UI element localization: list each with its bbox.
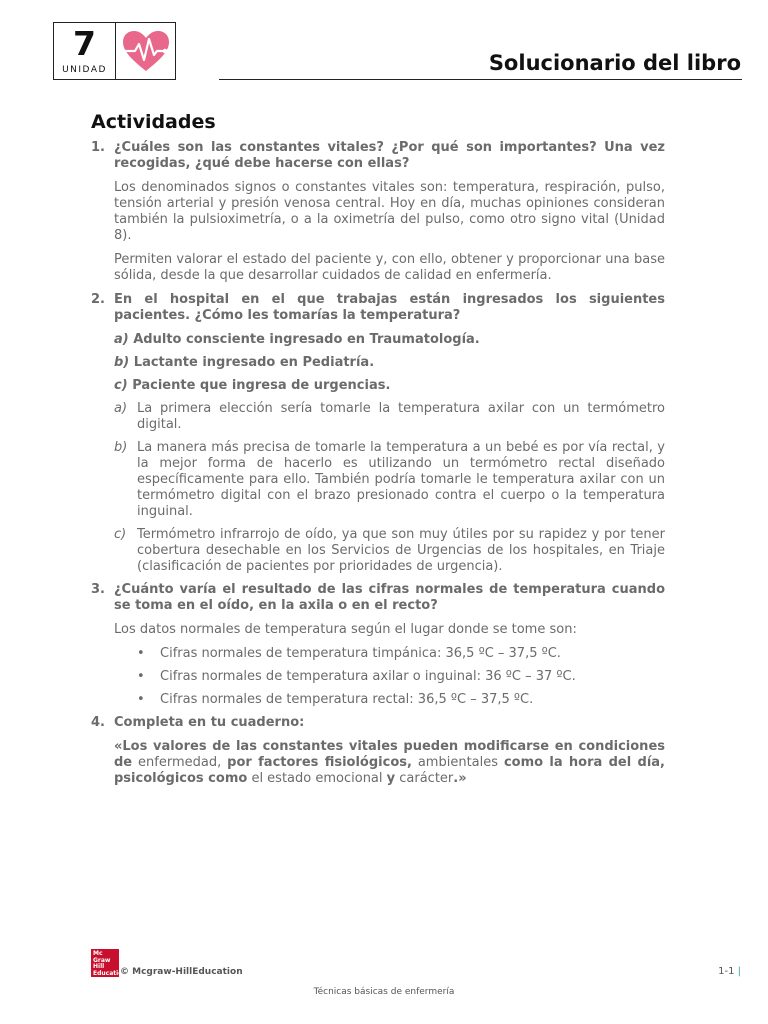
sub-question-a (114, 332, 665, 348)
sub-question-text: Lactante ingresado en Pediatría. (133, 355, 375, 370)
sub-letter: a) (114, 332, 129, 347)
list-item (137, 669, 665, 685)
answer-paragraph: Los denominados signos o constantes vitales son: temperatura, respiración, pulso, tensión arterial y presión venosa central. Hoy en día, muchas opiniones consideran también la pulsioximetría, o a la oximetría del pulso, como otro signo vital (Unidad 8). (114, 180, 665, 243)
header-title: Solucionario del libro (488, 51, 741, 75)
list-item-text: Cifras normales de temperatura timpánica: 36,5 ºC – 37,5 ºC. (160, 646, 561, 661)
sub-answer-text: Termómetro infrarrojo de oído, ya que son muy útiles por su rapidez y por tener cobertura desechable en los Servicios de Urgencias de los hospitales, en Triaje (clasificación de pacientes por prioridades de urgencia). (137, 527, 665, 574)
sub-question-text: Paciente que ingresa de urgencias. (132, 378, 391, 393)
quote-fragment: «Los valores de las constantes vitales pueden modificarse en condiciones de (114, 739, 665, 770)
unit-label: UNIDAD (62, 65, 107, 75)
footer-copyright: © Mcgraw-HillEducation (120, 967, 243, 977)
sub-answer-c (114, 527, 665, 575)
unit-number-cell (54, 23, 116, 79)
footer-page-number (718, 966, 741, 977)
unit-icon-cell (116, 23, 175, 79)
quote-answer: enfermedad, (132, 755, 228, 770)
sub-question-b (114, 355, 665, 371)
quote-fragment: como la hora del día, psicológicos como (114, 755, 665, 786)
answer-paragraph: Permiten valorar el estado del paciente y, con ello, obtener y proporcionar una base sólida, desde la que desarrollar cuidados de calidad en enfermería. (114, 252, 665, 283)
sub-letter: c) (114, 378, 128, 393)
question-number: 2. (91, 292, 105, 307)
list-item (137, 646, 665, 662)
question-1 (91, 140, 665, 172)
quote-fragment: .» (453, 771, 467, 786)
sub-letter: b) (114, 355, 130, 370)
list-item-text: Cifras normales de temperatura rectal: 36,5 ºC – 37,5 ºC. (160, 692, 534, 707)
quote-answer: el estado emocional (247, 771, 387, 786)
activities-content (91, 140, 665, 795)
list-item (137, 692, 665, 708)
bullet-icon: • (137, 669, 145, 684)
page-bar: | (737, 966, 741, 977)
question-4 (91, 715, 665, 731)
bullet-icon: • (137, 692, 145, 707)
heart-pulse-icon (121, 29, 171, 73)
unit-number: 7 (73, 24, 96, 63)
sub-letter: b) (114, 440, 128, 455)
unit-badge (53, 22, 176, 80)
question-number: 4. (91, 715, 105, 730)
sub-answer-text: La primera elección sería tomarle la temperatura axilar con un termómetro digital. (137, 401, 665, 432)
section-title: Actividades (91, 111, 216, 133)
question-text: En el hospital en el que trabajas están ingresados los siguientes pacientes. ¿Cómo les tomarías la temperatura? (114, 292, 665, 323)
list-item-text: Cifras normales de temperatura axilar o inguinal: 36 ºC – 37 ºC. (160, 669, 576, 684)
question-2 (91, 292, 665, 324)
question-text: ¿Cuáles son las constantes vitales? ¿Por qué son importantes? Una vez recogidas, ¿qué debe hacerse con ellas? (114, 140, 665, 171)
question-3 (91, 582, 665, 614)
mcgraw-hill-logo: Mc Graw Hill Education (93, 950, 127, 977)
question-number: 1. (91, 140, 105, 155)
quote-fragment: por factores fisiológicos, (227, 755, 412, 770)
footer-book-title: Técnicas básicas de enfermería (313, 987, 455, 997)
sub-question-text: Adulto consciente ingresado en Traumatología. (133, 332, 480, 347)
header-divider (219, 79, 742, 80)
quote-fragment: y (386, 771, 396, 786)
sub-letter: c) (114, 527, 127, 542)
question-number: 3. (91, 582, 105, 597)
page-number: 1-1 (718, 966, 735, 977)
sub-answer-a (114, 401, 665, 433)
sub-answer-b (114, 440, 665, 520)
bullet-icon: • (137, 646, 145, 661)
question-text: ¿Cuánto varía el resultado de las cifras normales de temperatura cuando se toma en el oído, en la axila o en el recto? (114, 582, 665, 613)
quote-answer: carácter (395, 771, 454, 786)
completion-quote (114, 739, 665, 787)
sub-answer-text: La manera más precisa de tomarle la temperatura a un bebé es por vía rectal, y la mejor forma de hacerlo es utilizando un termómetro rectal diseñado específicamente para ello. También podría tomarle le temperatura axilar con un termómetro digital con el brazo presionado contra el cuerpo o la temperatura inguinal. (137, 440, 665, 519)
sub-letter: a) (114, 401, 128, 416)
answer-paragraph: Los datos normales de temperatura según el lugar donde se tome son: (114, 622, 577, 637)
sub-question-c (114, 378, 665, 394)
question-text: Completa en tu cuaderno: (114, 715, 305, 730)
quote-answer: ambientales (411, 755, 504, 770)
